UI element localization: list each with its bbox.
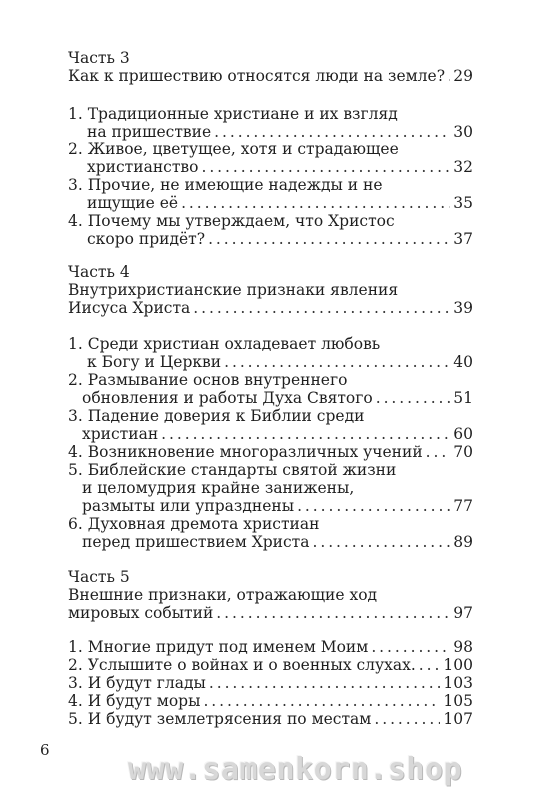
toc-entry-text: на пришествие: [87, 123, 212, 141]
dot-leader: [448, 67, 450, 85]
part3-title: Как к пришествию относятся люди на земле?: [68, 67, 446, 85]
toc-entry-text: 2. Услышите о войнах и о военных слухах.: [68, 656, 416, 674]
page-number: 100: [443, 656, 473, 674]
watermark: www.samenkorn.shop: [128, 752, 463, 787]
toc-entry-line: 1. Традиционные христиане и их взгляд: [68, 105, 398, 123]
dot-leader: [426, 443, 451, 461]
dot-leader: [209, 674, 441, 692]
page-number: 107: [443, 710, 473, 728]
dot-leader: [313, 533, 451, 551]
part4-title-entry: [68, 299, 473, 317]
page-number: 97: [453, 604, 473, 622]
part4-title-line: Внутрихристианские признаки явления: [68, 281, 399, 299]
dot-leader: [161, 425, 450, 443]
page-number: 40: [453, 353, 473, 371]
toc-entry-text: 4. И будут моры: [68, 692, 201, 710]
part3-heading: Часть 3: [68, 49, 130, 67]
toc-entry-line: 2. Размывание основ внутреннего: [68, 371, 348, 389]
toc-entry-line: 2. Живое, цветущее, хотя и страдающее: [68, 140, 399, 158]
dot-leader: [374, 710, 440, 728]
page-number: 51: [453, 389, 473, 407]
toc-entry: [68, 123, 473, 141]
page-folio: 6: [40, 741, 50, 759]
dot-leader: [201, 158, 450, 176]
toc-entry-text: 3. И будут глады: [68, 674, 206, 692]
toc-entry-text: обновления и работы Духа Святого: [82, 389, 373, 407]
toc-entry-text: 1. Многие придут под именем Моим: [68, 638, 369, 656]
part5-title-line: Внешние признаки, отражающие ход: [68, 586, 378, 604]
page-number: 70: [453, 443, 473, 461]
toc-entry: [68, 230, 473, 248]
toc-entry-text: перед пришествием Христа: [82, 533, 310, 551]
page-number: 29: [453, 67, 473, 85]
part4-title: Иисуса Христа: [68, 299, 191, 317]
toc-entry: [68, 425, 473, 443]
toc-entry: [68, 638, 473, 656]
page-number: 35: [453, 194, 473, 212]
toc-entry-line: [68, 479, 473, 497]
toc-entry-text: 4. Возникновение многоразличных учений: [68, 443, 423, 461]
toc-entry-text: скоро придёт?: [87, 230, 206, 248]
page-number: 103: [443, 674, 473, 692]
part5-heading: Часть 5: [68, 568, 130, 586]
toc-entry: [68, 443, 473, 461]
dot-leader: [181, 194, 450, 212]
page-number: 89: [453, 533, 473, 551]
toc-entry-line: 5. Библейские стандарты святой жизни: [68, 461, 397, 479]
toc-entry-line: 4. Почему мы утверждаем, что Христос: [68, 212, 395, 230]
dot-leader: [214, 123, 450, 141]
page-number: 37: [453, 230, 473, 248]
dot-leader: [203, 692, 440, 710]
dot-leader: [376, 389, 451, 407]
page-number: 105: [443, 692, 473, 710]
toc-entry: [68, 389, 473, 407]
dot-leader: [216, 604, 450, 622]
part5-title: мировых событий: [68, 604, 214, 622]
toc-entry-text: 5. И будут землетрясения по местам: [68, 710, 372, 728]
dot-leader: [193, 299, 450, 317]
dot-leader: [224, 353, 450, 371]
toc-entry-line: 3. Прочие, не имеющие надежды и не: [68, 176, 383, 194]
toc-entry-text: к Богу и Церкви: [87, 353, 222, 371]
toc-entry-text: христиан: [82, 425, 159, 443]
toc-entry-line: 6. Духовная дремота христиан: [68, 515, 320, 533]
dot-leader: [371, 638, 450, 656]
page-number: 32: [453, 158, 473, 176]
page-number: 77: [453, 497, 473, 515]
toc-entry: [68, 533, 473, 551]
dot-leader: [419, 656, 441, 674]
dot-leader: [297, 497, 450, 515]
part3-title-entry: [68, 67, 473, 85]
toc-entry-text: и целомудрия крайне занижены,: [82, 479, 355, 497]
part5-title-entry: [68, 604, 473, 622]
part4-heading: Часть 4: [68, 263, 130, 281]
toc-entry: [68, 656, 473, 674]
toc-entry-text: ищущие её: [87, 194, 179, 212]
toc-entry: [68, 158, 473, 176]
toc-entry: [68, 692, 473, 710]
toc-entry-line: 3. Падение доверия к Библии среди: [68, 407, 365, 425]
page-number: 39: [453, 299, 473, 317]
toc-entry: [68, 353, 473, 371]
toc-entry: [68, 710, 473, 728]
toc-entry: [68, 497, 473, 515]
page-number: 30: [453, 123, 473, 141]
toc-entry-line: 1. Среди христиан охладевает любовь: [68, 335, 381, 353]
toc-entry-text: размыты или упразднены: [82, 497, 295, 515]
toc-entry-text: христианство: [87, 158, 199, 176]
page-number: 60: [453, 425, 473, 443]
page-number: 98: [453, 638, 473, 656]
dot-leader: [208, 230, 450, 248]
toc-entry: [68, 194, 473, 212]
toc-entry: [68, 674, 473, 692]
